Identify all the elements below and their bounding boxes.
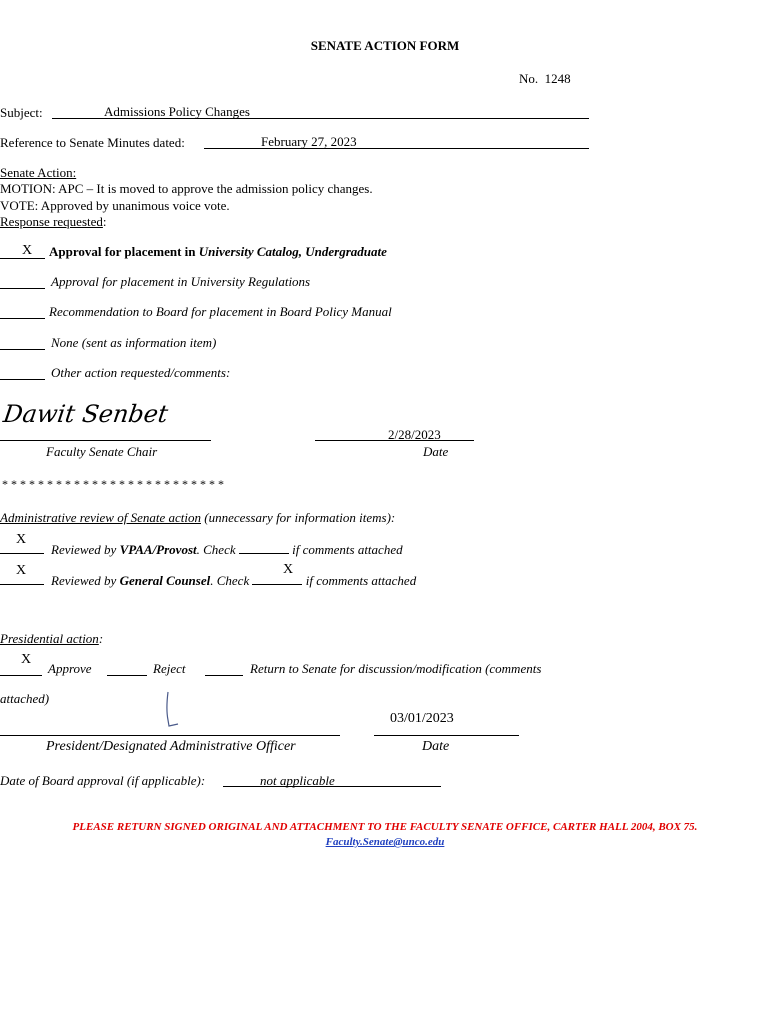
vpaa-text-a: Reviewed by (51, 542, 120, 557)
chair-signature-text: Dawit Senbet (1, 400, 170, 428)
asterisk-divider: * * * * * * * * * * * * * * * * * * * * * * * * * (2, 477, 224, 491)
option-4-label: None (sent as information item) (51, 335, 217, 350)
motion-text: MOTION: APC – It is moved to approve the admission policy changes. (0, 181, 373, 196)
president-date-value: 03/01/2023 (390, 711, 454, 726)
admin-review-heading (0, 510, 395, 526)
footer-email-row (0, 836, 770, 848)
presidential-heading-colon: : (98, 631, 104, 646)
reject-blank (107, 675, 147, 676)
reference-date: February 27, 2023 (261, 134, 357, 149)
gc-blank (0, 584, 44, 585)
chair-date-line (315, 440, 474, 441)
return-instructions: PLEASE RETURN SIGNED ORIGINAL AND ATTACHMENT TO THE FACULTY SENATE OFFICE, CARTER HALL 2004, BOX 75. (72, 821, 698, 833)
gc-text-a: Reviewed by (51, 573, 120, 588)
option-3-blank (0, 318, 45, 319)
option-5-blank (0, 379, 45, 380)
gc-text-b: General Counsel (119, 573, 211, 588)
option-1-label-a: Approval for placement in (49, 244, 199, 259)
option-2-blank (0, 288, 45, 289)
form-number-label: No. (519, 71, 539, 86)
form-number-value: 1248 (544, 71, 571, 86)
attached-label: attached) (0, 691, 50, 706)
vpaa-text-c: . Check (196, 542, 239, 557)
president-date-label: Date (422, 739, 450, 754)
return-blank (205, 675, 243, 676)
chair-label: Faculty Senate Chair (46, 444, 158, 459)
vote-text: VOTE: Approved by unanimous voice vote. (0, 198, 230, 213)
senate-action-heading: Senate Action: (0, 165, 77, 180)
vpaa-text-d: if comments attached (288, 542, 403, 557)
approve-label: Approve (48, 661, 92, 676)
vpaa-blank (0, 553, 44, 554)
option-4-blank (0, 349, 45, 350)
response-heading (0, 214, 107, 230)
option-1-label (49, 244, 387, 260)
vpaa-text-b: VPAA/Provost (119, 542, 197, 557)
vpaa-comments-blank (239, 540, 289, 554)
board-approval-value: not applicable (260, 773, 335, 788)
chair-date-value: 2/28/2023 (388, 427, 441, 442)
admin-review-heading-text: Administrative review of Senate action (0, 510, 201, 525)
response-heading-colon: : (102, 214, 107, 229)
option-1-label-b: University Catalog, Undergraduate (198, 244, 387, 259)
response-heading-text: Response requested (0, 214, 103, 229)
option-3-label: Recommendation to Board for placement in Board Policy Manual (49, 304, 392, 319)
admin-review-heading-note: (unnecessary for information items): (200, 510, 396, 525)
option-5-label: Other action requested/comments: (51, 365, 231, 380)
gc-check-mark: X (16, 563, 27, 578)
gc-text-c: . Check (210, 573, 253, 588)
form-number (519, 71, 571, 87)
gc-text-d: if comments attached (302, 573, 417, 588)
vpaa-check-mark: X (16, 532, 27, 547)
reference-label: Reference to Senate Minutes dated: (0, 135, 185, 150)
option-2-label: Approval for placement in University Regulations (51, 274, 311, 289)
subject-value: Admissions Policy Changes (104, 104, 250, 119)
gc-review-label (51, 571, 416, 589)
chair-signature-line (0, 440, 211, 441)
approve-check-mark: X (21, 652, 32, 667)
return-label: Return to Senate for discussion/modification (comments (250, 661, 542, 676)
president-signature-mark (160, 690, 184, 730)
gc-comments-blank (252, 571, 302, 585)
gc-comments-check-mark: X (283, 562, 294, 577)
vpaa-review-label (51, 540, 403, 558)
form-title: SENATE ACTION FORM (310, 38, 460, 53)
president-date-line (374, 735, 519, 736)
reject-label: Reject (153, 661, 186, 676)
president-officer-label: President/Designated Administrative Officer (46, 739, 296, 754)
president-signature-stroke (167, 692, 178, 726)
presidential-heading (0, 631, 103, 647)
president-signature-line (0, 735, 340, 736)
chair-signature (1, 396, 170, 430)
faculty-senate-email-link[interactable]: Faculty.Senate@unco.edu (325, 836, 445, 848)
option-1-check-mark: X (22, 243, 33, 258)
approve-blank (0, 675, 42, 676)
presidential-heading-text: Presidential action (0, 631, 99, 646)
board-approval-label: Date of Board approval (if applicable): (0, 773, 206, 788)
chair-date-label: Date (423, 444, 449, 459)
subject-label: Subject: (0, 105, 43, 120)
